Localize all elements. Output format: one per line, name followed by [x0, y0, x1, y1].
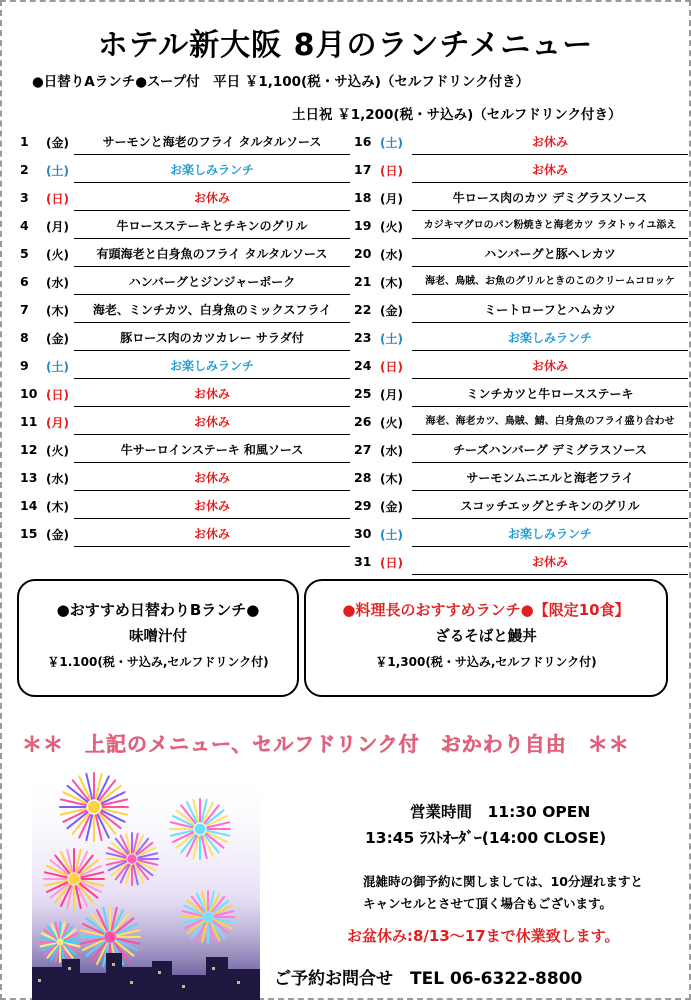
day-weekday: (日) — [46, 192, 69, 206]
menu-day-row — [354, 438, 684, 466]
day-number: 1 — [20, 134, 29, 149]
day-weekday: (月) — [46, 416, 69, 430]
menu-calendar-right — [354, 130, 684, 578]
day-number: 6 — [20, 274, 29, 289]
menu-day-row — [20, 354, 350, 382]
day-menu: お楽しみランチ — [74, 159, 350, 183]
menu-day-row — [354, 214, 684, 242]
day-menu: お楽しみランチ — [74, 355, 350, 379]
day-number: 16 — [354, 134, 372, 149]
day-weekday: (土) — [380, 136, 403, 150]
day-menu: カジキマグロのパン粉焼きと海老カツ ラタトゥイユ添え — [412, 215, 688, 239]
day-menu: お楽しみランチ — [412, 523, 688, 547]
day-menu: 海老、ミンチカツ、白身魚のミックスフライ — [74, 299, 350, 323]
menu-day-row — [354, 354, 684, 382]
day-number: 29 — [354, 498, 372, 513]
day-weekday: (日) — [380, 164, 403, 178]
day-number: 8 — [20, 330, 29, 345]
day-number: 23 — [354, 330, 372, 345]
day-weekday: (木) — [380, 472, 403, 486]
day-menu: ハンバーグと豚ヘレカツ — [412, 243, 688, 267]
chef-lunch-price: ￥1,300(税・サ込み,セルフドリンク付) — [375, 655, 597, 669]
day-menu: ミンチカツと牛ロースステーキ — [412, 383, 688, 407]
day-weekday: (火) — [46, 444, 69, 458]
day-weekday: (月) — [380, 192, 403, 206]
menu-day-row — [354, 466, 684, 494]
day-number: 3 — [20, 190, 29, 205]
day-menu: サーモンムニエルと海老フライ — [412, 467, 688, 491]
day-number: 15 — [20, 526, 38, 541]
menu-day-row — [20, 130, 350, 158]
chef-lunch-subtitle: ざるそばと鰻丼 — [435, 629, 537, 645]
menu-day-row — [20, 298, 350, 326]
day-menu: チーズハンバーグ デミグラスソース — [412, 439, 688, 463]
day-weekday: (金) — [46, 332, 69, 346]
day-weekday: (火) — [380, 416, 403, 430]
refill-notice: ＊＊ 上記のメニュー、セルフドリンク付 おかわり自由 ＊＊ — [22, 732, 630, 756]
day-weekday: (金) — [46, 136, 69, 150]
day-weekday: (木) — [380, 276, 403, 290]
menu-day-row — [20, 382, 350, 410]
menu-day-row — [354, 158, 684, 186]
day-weekday: (火) — [380, 220, 403, 234]
chef-lunch-title: ●料理長のおすすめランチ●【限定10食】 — [342, 601, 630, 619]
day-number: 7 — [20, 302, 29, 317]
menu-day-row — [20, 326, 350, 354]
menu-day-row — [354, 186, 684, 214]
menu-day-row — [354, 494, 684, 522]
menu-day-row — [20, 242, 350, 270]
day-number: 10 — [20, 386, 38, 401]
day-weekday: (土) — [46, 164, 69, 178]
day-menu: 海老、鳥賊、お魚のグリルときのこのクリームコロッケ — [412, 271, 688, 295]
day-weekday: (火) — [46, 248, 69, 262]
day-number: 5 — [20, 246, 29, 261]
day-number: 24 — [354, 358, 372, 373]
lunch-b-box — [17, 579, 299, 697]
day-weekday: (日) — [380, 556, 403, 570]
day-weekday: (水) — [46, 472, 69, 486]
menu-day-row — [354, 382, 684, 410]
day-menu: お休み — [74, 187, 350, 211]
day-weekday: (水) — [46, 276, 69, 290]
day-weekday: (土) — [46, 360, 69, 374]
chef-lunch-box — [304, 579, 668, 697]
day-number: 20 — [354, 246, 372, 261]
lunch-b-title: ●おすすめ日替わりBランチ● — [56, 601, 260, 619]
lunch-b-subtitle: 味噌汁付 — [129, 629, 187, 645]
day-weekday: (月) — [46, 220, 69, 234]
day-number: 2 — [20, 162, 29, 177]
day-number: 17 — [354, 162, 372, 177]
day-number: 13 — [20, 470, 38, 485]
day-menu: ハンバーグとジンジャーポーク — [74, 271, 350, 295]
menu-day-row — [20, 466, 350, 494]
fireworks-illustration — [32, 767, 260, 1000]
business-hours-close: 13:45 ﾗｽﾄｵｰﾀﾞｰ(14:00 CLOSE) — [365, 829, 607, 847]
menu-day-row — [354, 522, 684, 550]
day-menu: お休み — [412, 159, 688, 183]
day-menu: 牛ロースステーキとチキンのグリル — [74, 215, 350, 239]
day-weekday: (水) — [380, 248, 403, 262]
day-menu: 有頭海老と白身魚のフライ タルタルソース — [74, 243, 350, 267]
day-weekday: (日) — [46, 388, 69, 402]
day-number: 4 — [20, 218, 29, 233]
day-menu: サーモンと海老のフライ タルタルソース — [74, 131, 350, 155]
menu-day-row — [354, 130, 684, 158]
day-menu: お休み — [412, 355, 688, 379]
day-number: 31 — [354, 554, 372, 569]
day-number: 25 — [354, 386, 372, 401]
lunch-a-weekend-price: 土日祝 ￥1,200(税・サ込み)（セルフドリンク付き） — [292, 107, 622, 123]
page-title: ホテル新大阪 8月のランチメニュー — [97, 28, 594, 63]
day-menu: お休み — [412, 131, 688, 155]
obon-holiday-notice: お盆休み:8/13～17まで休業致します。 — [347, 927, 620, 945]
day-menu: 牛ロース肉のカツ デミグラスソース — [412, 187, 688, 211]
day-weekday: (木) — [46, 500, 69, 514]
day-menu: お休み — [74, 383, 350, 407]
reservation-note-2: キャンセルとさせて頂く場合もございます。 — [363, 896, 613, 911]
menu-day-row — [354, 550, 684, 578]
menu-day-row — [20, 214, 350, 242]
menu-calendar-left — [20, 130, 350, 550]
day-weekday: (金) — [46, 528, 69, 542]
day-number: 9 — [20, 358, 29, 373]
menu-day-row — [20, 270, 350, 298]
day-menu: お休み — [74, 523, 350, 547]
day-weekday: (金) — [380, 500, 403, 514]
menu-day-row — [354, 242, 684, 270]
business-hours-open: 営業時間 11:30 OPEN — [410, 803, 591, 821]
menu-day-row — [20, 494, 350, 522]
day-menu: お休み — [74, 411, 350, 435]
reservation-contact: ご予約お問合せ TEL 06-6322-8800 — [274, 969, 583, 989]
lunch-a-weekday-price: ●日替りAランチ●スープ付 平日 ￥1,100(税・サ込み)（セルフドリンク付き） — [32, 74, 530, 90]
day-number: 18 — [354, 190, 372, 205]
reservation-note-1: 混雑時の御予約に関しましては、10分遅れますと — [363, 874, 643, 889]
day-number: 21 — [354, 274, 372, 289]
day-menu: 海老、海老カツ、鳥賊、鯖、白身魚のフライ盛り合わせ — [412, 411, 688, 435]
day-menu: お休み — [412, 551, 688, 575]
day-number: 19 — [354, 218, 372, 233]
menu-day-row — [20, 186, 350, 214]
day-menu: ミートローフとハムカツ — [412, 299, 688, 323]
day-weekday: (土) — [380, 528, 403, 542]
day-menu: お休み — [74, 495, 350, 519]
day-number: 12 — [20, 442, 38, 457]
menu-day-row — [354, 298, 684, 326]
day-menu: 牛サーロインステーキ 和風ソース — [74, 439, 350, 463]
menu-day-row — [20, 522, 350, 550]
day-menu: スコッチエッグとチキンのグリル — [412, 495, 688, 519]
day-weekday: (水) — [380, 444, 403, 458]
day-weekday: (木) — [46, 304, 69, 318]
day-weekday: (金) — [380, 304, 403, 318]
menu-day-row — [354, 270, 684, 298]
day-number: 22 — [354, 302, 372, 317]
day-number: 30 — [354, 526, 372, 541]
day-menu: お楽しみランチ — [412, 327, 688, 351]
day-menu: お休み — [74, 467, 350, 491]
day-number: 11 — [20, 414, 38, 429]
day-number: 14 — [20, 498, 38, 513]
day-weekday: (日) — [380, 360, 403, 374]
lunch-b-price: ￥1.100(税・サ込み,セルフドリンク付) — [47, 655, 269, 669]
menu-day-row — [20, 158, 350, 186]
day-number: 27 — [354, 442, 372, 457]
menu-day-row — [20, 410, 350, 438]
menu-day-row — [20, 438, 350, 466]
day-weekday: (月) — [380, 388, 403, 402]
day-weekday: (土) — [380, 332, 403, 346]
day-number: 26 — [354, 414, 372, 429]
menu-day-row — [354, 410, 684, 438]
day-menu: 豚ロース肉のカツカレー サラダ付 — [74, 327, 350, 351]
menu-day-row — [354, 326, 684, 354]
fireworks-image — [32, 767, 260, 1000]
day-number: 28 — [354, 470, 372, 485]
